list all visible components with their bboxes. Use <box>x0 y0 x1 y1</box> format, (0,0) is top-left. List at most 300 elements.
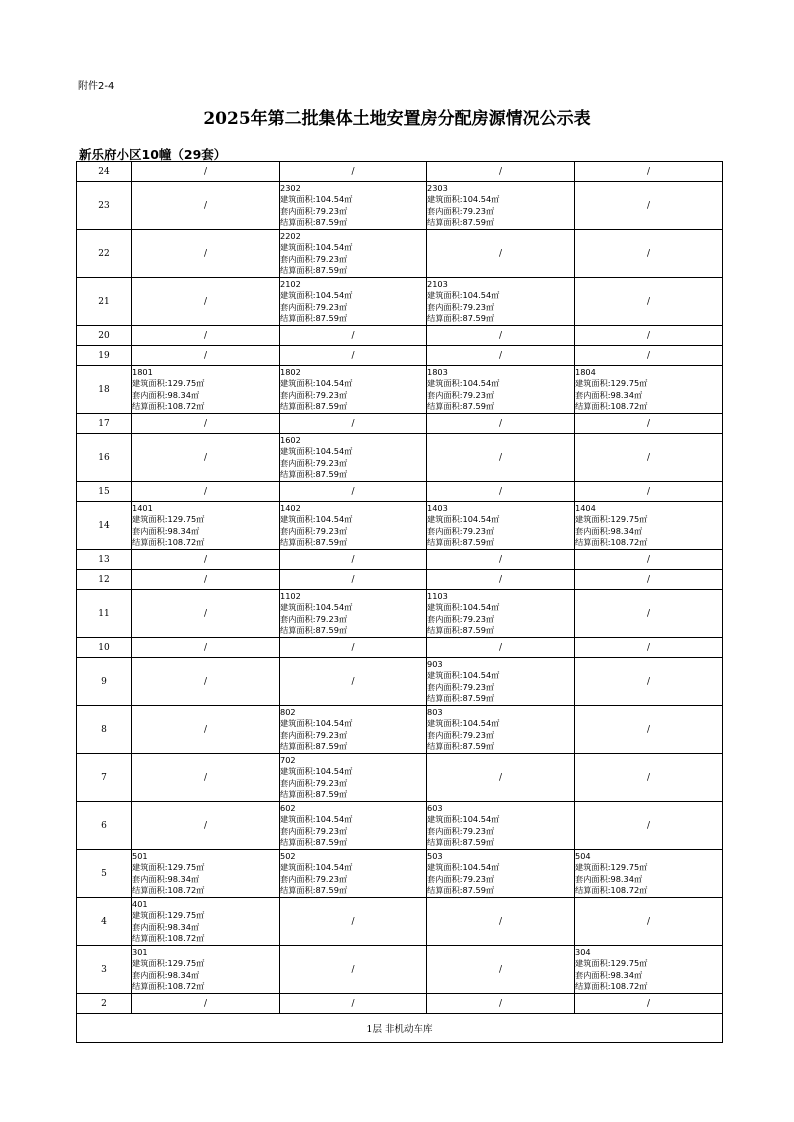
construction-area-value: 104.54㎡ <box>315 514 353 525</box>
floor-row <box>77 946 723 994</box>
construction-area-label: 建筑面积: <box>427 814 463 825</box>
floor-row <box>77 162 723 182</box>
inner-area-label: 套内面积: <box>132 389 168 400</box>
settlement-area-line <box>132 885 279 896</box>
inner-area-value: 79.23㎡ <box>315 873 348 884</box>
settlement-area-line <box>427 313 574 324</box>
inner-area-label: 套内面积: <box>427 681 463 692</box>
construction-area-label: 建筑面积: <box>280 718 316 729</box>
settlement-area-line <box>427 401 574 412</box>
settlement-area-line <box>575 401 722 412</box>
empty-cell: / <box>427 326 575 346</box>
construction-area-line <box>280 814 426 825</box>
empty-cell: / <box>280 946 427 994</box>
construction-area-line <box>427 378 574 389</box>
empty-cell: / <box>280 326 427 346</box>
floor-number: 17 <box>77 414 132 434</box>
settlement-area-value: 87.59㎡ <box>315 312 348 323</box>
inner-area-value: 98.34㎡ <box>610 969 643 980</box>
room-number: 2102 <box>280 278 301 289</box>
inner-area-line <box>132 922 279 933</box>
construction-area-line <box>280 242 426 253</box>
floor-number: 23 <box>77 182 132 230</box>
settlement-area-value: 87.59㎡ <box>315 788 348 799</box>
empty-cell: / <box>132 230 280 278</box>
construction-area-value: 104.54㎡ <box>462 862 500 873</box>
construction-area-line <box>280 378 426 389</box>
empty-cell: / <box>132 802 280 850</box>
empty-cell: / <box>132 482 280 502</box>
settlement-area-line <box>575 981 722 992</box>
table-body <box>77 162 723 1043</box>
empty-cell: / <box>575 658 723 706</box>
floor-number: 7 <box>77 754 132 802</box>
construction-area-line <box>575 862 722 873</box>
unit-cell <box>427 366 575 414</box>
empty-cell: / <box>132 658 280 706</box>
empty-cell: / <box>132 434 280 482</box>
settlement-area-line <box>280 469 426 480</box>
settlement-area-line <box>280 537 426 548</box>
room-number: 603 <box>427 802 443 813</box>
building-label: 新乐府小区10幢（29套） <box>79 147 227 162</box>
inner-area-label: 套内面积: <box>427 873 463 884</box>
inner-area-label: 套内面积: <box>575 525 611 536</box>
settlement-area-value: 87.59㎡ <box>315 836 348 847</box>
unit-cell <box>427 658 575 706</box>
inner-area-line <box>280 778 426 789</box>
construction-area-label: 建筑面积: <box>427 602 463 613</box>
floor-row <box>77 434 723 482</box>
inner-area-line <box>427 302 574 313</box>
floor-number: 15 <box>77 482 132 502</box>
empty-cell: / <box>132 570 280 590</box>
inner-area-label: 套内面积: <box>280 525 316 536</box>
empty-cell: / <box>575 162 723 182</box>
room-number: 301 <box>132 946 148 957</box>
room-number: 2103 <box>427 278 448 289</box>
construction-area-value: 104.54㎡ <box>315 718 353 729</box>
inner-area-value: 79.23㎡ <box>315 613 348 624</box>
room-number: 502 <box>280 850 296 861</box>
construction-area-value: 104.54㎡ <box>315 766 353 777</box>
floor-row <box>77 230 723 278</box>
inner-area-label: 套内面积: <box>427 825 463 836</box>
unit-cell <box>280 278 427 326</box>
empty-cell: / <box>575 590 723 638</box>
floor-row <box>77 898 723 946</box>
empty-cell: / <box>427 898 575 946</box>
inner-area-value: 79.23㎡ <box>315 729 348 740</box>
settlement-area-label: 结算面积: <box>575 884 611 895</box>
empty-cell: / <box>427 482 575 502</box>
empty-cell: / <box>427 994 575 1014</box>
floor-row <box>77 590 723 638</box>
floor-number: 5 <box>77 850 132 898</box>
construction-area-value: 129.75㎡ <box>167 378 205 389</box>
inner-area-line <box>280 826 426 837</box>
floor-row <box>77 802 723 850</box>
settlement-area-label: 结算面积: <box>280 624 316 635</box>
construction-area-line <box>427 862 574 873</box>
floor-row <box>77 550 723 570</box>
settlement-area-line <box>427 837 574 848</box>
construction-area-label: 建筑面积: <box>575 378 611 389</box>
floor-row <box>77 346 723 366</box>
construction-area-label: 建筑面积: <box>575 958 611 969</box>
construction-area-label: 建筑面积: <box>427 290 463 301</box>
inner-area-value: 98.34㎡ <box>167 389 200 400</box>
floor-number: 21 <box>77 278 132 326</box>
settlement-area-line <box>427 217 574 228</box>
unit-cell <box>132 502 280 550</box>
floor-number: 12 <box>77 570 132 590</box>
inner-area-line <box>427 206 574 217</box>
construction-area-value: 104.54㎡ <box>315 602 353 613</box>
empty-cell: / <box>132 414 280 434</box>
construction-area-value: 104.54㎡ <box>315 862 353 873</box>
construction-area-value: 104.54㎡ <box>315 290 353 301</box>
unit-cell <box>132 366 280 414</box>
construction-area-line <box>132 910 279 921</box>
settlement-area-value: 87.59㎡ <box>315 740 348 751</box>
page-title: 2025年第二批集体土地安置房分配房源情况公示表 <box>203 109 591 129</box>
settlement-area-line <box>280 885 426 896</box>
settlement-area-value: 87.59㎡ <box>462 536 495 547</box>
settlement-area-value: 87.59㎡ <box>315 536 348 547</box>
construction-area-line <box>427 602 574 613</box>
construction-area-line <box>280 718 426 729</box>
floor-row <box>77 278 723 326</box>
construction-area-line <box>427 814 574 825</box>
construction-area-line <box>280 766 426 777</box>
inner-area-value: 79.23㎡ <box>462 301 495 312</box>
empty-cell: / <box>575 706 723 754</box>
inner-area-value: 79.23㎡ <box>462 873 495 884</box>
construction-area-line <box>132 514 279 525</box>
inner-area-value: 98.34㎡ <box>167 873 200 884</box>
unit-cell <box>575 946 723 994</box>
construction-area-label: 建筑面积: <box>132 910 168 921</box>
settlement-area-value: 87.59㎡ <box>315 216 348 227</box>
room-number: 1804 <box>575 366 596 377</box>
empty-cell: / <box>132 754 280 802</box>
ground-floor-note: 1层 非机动车库 <box>77 1014 723 1043</box>
settlement-area-line <box>427 625 574 636</box>
construction-area-label: 建筑面积: <box>280 514 316 525</box>
settlement-area-label: 结算面积: <box>132 536 168 547</box>
inner-area-label: 套内面积: <box>427 205 463 216</box>
inner-area-line <box>280 458 426 469</box>
empty-cell: / <box>575 898 723 946</box>
construction-area-value: 129.75㎡ <box>167 958 205 969</box>
construction-area-line <box>280 290 426 301</box>
room-number: 501 <box>132 850 148 861</box>
inner-area-line <box>280 730 426 741</box>
floor-number: 3 <box>77 946 132 994</box>
empty-cell: / <box>427 638 575 658</box>
inner-area-label: 套内面积: <box>575 389 611 400</box>
room-number: 504 <box>575 850 591 861</box>
empty-cell: / <box>575 326 723 346</box>
floor-number: 11 <box>77 590 132 638</box>
settlement-area-label: 结算面积: <box>132 980 168 991</box>
settlement-area-label: 结算面积: <box>132 400 168 411</box>
unit-cell <box>427 802 575 850</box>
empty-cell: / <box>427 230 575 278</box>
settlement-area-label: 结算面积: <box>280 788 316 799</box>
room-number: 304 <box>575 946 591 957</box>
construction-area-line <box>427 718 574 729</box>
room-number: 1801 <box>132 366 153 377</box>
empty-cell: / <box>132 638 280 658</box>
construction-area-label: 建筑面积: <box>575 514 611 525</box>
construction-area-line <box>280 602 426 613</box>
inner-area-line <box>427 526 574 537</box>
inner-area-line <box>132 526 279 537</box>
room-number: 602 <box>280 802 296 813</box>
inner-area-value: 79.23㎡ <box>462 681 495 692</box>
unit-cell <box>280 182 427 230</box>
inner-area-value: 98.34㎡ <box>167 969 200 980</box>
empty-cell: / <box>427 434 575 482</box>
settlement-area-label: 结算面积: <box>280 884 316 895</box>
settlement-area-value: 87.59㎡ <box>462 216 495 227</box>
construction-area-value: 104.54㎡ <box>315 378 353 389</box>
settlement-area-label: 结算面积: <box>427 624 463 635</box>
room-number: 1402 <box>280 502 301 513</box>
settlement-area-value: 87.59㎡ <box>462 836 495 847</box>
floor-row <box>77 570 723 590</box>
construction-area-value: 104.54㎡ <box>462 378 500 389</box>
floor-row <box>77 994 723 1014</box>
inner-area-label: 套内面积: <box>132 921 168 932</box>
construction-area-value: 104.54㎡ <box>462 814 500 825</box>
inner-area-line <box>280 390 426 401</box>
settlement-area-line <box>427 537 574 548</box>
settlement-area-label: 结算面积: <box>427 740 463 751</box>
inner-area-value: 79.23㎡ <box>462 729 495 740</box>
inner-area-value: 79.23㎡ <box>315 389 348 400</box>
floor-number: 10 <box>77 638 132 658</box>
empty-cell: / <box>575 638 723 658</box>
inner-area-label: 套内面积: <box>280 389 316 400</box>
room-number: 1103 <box>427 590 448 601</box>
inner-area-line <box>280 874 426 885</box>
settlement-area-line <box>280 789 426 800</box>
construction-area-label: 建筑面积: <box>427 378 463 389</box>
empty-cell: / <box>575 346 723 366</box>
room-number: 2303 <box>427 182 448 193</box>
settlement-area-line <box>427 741 574 752</box>
inner-area-label: 套内面积: <box>575 969 611 980</box>
empty-cell: / <box>132 346 280 366</box>
room-number: 1803 <box>427 366 448 377</box>
empty-cell: / <box>575 414 723 434</box>
settlement-area-value: 87.59㎡ <box>315 624 348 635</box>
floor-number: 8 <box>77 706 132 754</box>
settlement-area-line <box>132 401 279 412</box>
empty-cell: / <box>427 162 575 182</box>
construction-area-line <box>575 378 722 389</box>
settlement-area-label: 结算面积: <box>427 836 463 847</box>
settlement-area-label: 结算面积: <box>280 836 316 847</box>
floor-row <box>77 182 723 230</box>
settlement-area-value: 108.72㎡ <box>167 932 205 943</box>
construction-area-value: 129.75㎡ <box>610 514 648 525</box>
settlement-area-value: 87.59㎡ <box>315 400 348 411</box>
settlement-area-label: 结算面积: <box>575 400 611 411</box>
unit-cell <box>575 502 723 550</box>
inner-area-label: 套内面积: <box>427 525 463 536</box>
inner-area-value: 79.23㎡ <box>462 389 495 400</box>
floor-number: 24 <box>77 162 132 182</box>
empty-cell: / <box>575 230 723 278</box>
room-number: 1401 <box>132 502 153 513</box>
settlement-area-value: 87.59㎡ <box>462 692 495 703</box>
construction-area-line <box>575 958 722 969</box>
inner-area-line <box>575 970 722 981</box>
inner-area-line <box>280 254 426 265</box>
construction-area-value: 104.54㎡ <box>315 814 353 825</box>
empty-cell: / <box>427 754 575 802</box>
settlement-area-label: 结算面积: <box>427 400 463 411</box>
construction-area-value: 104.54㎡ <box>462 602 500 613</box>
unit-cell <box>427 706 575 754</box>
settlement-area-value: 87.59㎡ <box>462 312 495 323</box>
settlement-area-label: 结算面积: <box>575 536 611 547</box>
settlement-area-label: 结算面积: <box>280 740 316 751</box>
inner-area-value: 79.23㎡ <box>315 301 348 312</box>
construction-area-value: 104.54㎡ <box>462 194 500 205</box>
empty-cell: / <box>280 898 427 946</box>
settlement-area-line <box>427 885 574 896</box>
empty-cell: / <box>575 550 723 570</box>
construction-area-line <box>132 862 279 873</box>
room-number: 2302 <box>280 182 301 193</box>
construction-area-value: 129.75㎡ <box>610 378 648 389</box>
inner-area-line <box>280 302 426 313</box>
settlement-area-label: 结算面积: <box>575 980 611 991</box>
unit-cell <box>132 850 280 898</box>
settlement-area-line <box>427 693 574 704</box>
floor-row <box>77 706 723 754</box>
empty-cell: / <box>132 162 280 182</box>
inner-area-line <box>132 390 279 401</box>
inner-area-line <box>575 390 722 401</box>
inner-area-label: 套内面积: <box>427 729 463 740</box>
settlement-area-label: 结算面积: <box>280 400 316 411</box>
construction-area-value: 129.75㎡ <box>610 958 648 969</box>
settlement-area-label: 结算面积: <box>280 312 316 323</box>
empty-cell: / <box>575 570 723 590</box>
construction-area-line <box>280 862 426 873</box>
construction-area-label: 建筑面积: <box>280 290 316 301</box>
settlement-area-value: 87.59㎡ <box>462 624 495 635</box>
inner-area-label: 套内面积: <box>280 205 316 216</box>
settlement-area-value: 108.72㎡ <box>610 884 648 895</box>
empty-cell: / <box>575 278 723 326</box>
unit-cell <box>427 590 575 638</box>
settlement-area-line <box>280 217 426 228</box>
empty-cell: / <box>280 994 427 1014</box>
inner-area-line <box>132 970 279 981</box>
inner-area-value: 79.23㎡ <box>462 525 495 536</box>
settlement-area-line <box>280 401 426 412</box>
construction-area-label: 建筑面积: <box>280 378 316 389</box>
settlement-area-value: 108.72㎡ <box>610 536 648 547</box>
settlement-area-value: 108.72㎡ <box>610 400 648 411</box>
inner-area-label: 套内面积: <box>280 301 316 312</box>
construction-area-value: 104.54㎡ <box>462 290 500 301</box>
floor-number: 9 <box>77 658 132 706</box>
empty-cell: / <box>427 414 575 434</box>
empty-cell: / <box>427 550 575 570</box>
construction-area-label: 建筑面积: <box>132 958 168 969</box>
construction-area-label: 建筑面积: <box>280 602 316 613</box>
settlement-area-label: 结算面积: <box>132 884 168 895</box>
inner-area-line <box>427 614 574 625</box>
room-number: 2202 <box>280 230 301 241</box>
settlement-area-line <box>132 933 279 944</box>
empty-cell: / <box>575 754 723 802</box>
settlement-area-line <box>280 837 426 848</box>
construction-area-label: 建筑面积: <box>427 862 463 873</box>
settlement-area-label: 结算面积: <box>280 264 316 275</box>
settlement-area-value: 87.59㎡ <box>462 400 495 411</box>
settlement-area-line <box>575 537 722 548</box>
inner-area-line <box>575 526 722 537</box>
unit-cell <box>132 898 280 946</box>
construction-area-label: 建筑面积: <box>132 862 168 873</box>
inner-area-line <box>427 874 574 885</box>
inner-area-label: 套内面积: <box>280 729 316 740</box>
inner-area-line <box>280 614 426 625</box>
inner-area-value: 79.23㎡ <box>315 253 348 264</box>
construction-area-label: 建筑面积: <box>280 766 316 777</box>
settlement-area-label: 结算面积: <box>427 312 463 323</box>
unit-cell <box>575 850 723 898</box>
inner-area-value: 79.23㎡ <box>315 825 348 836</box>
inner-area-line <box>427 682 574 693</box>
inner-area-label: 套内面积: <box>132 969 168 980</box>
empty-cell: / <box>132 706 280 754</box>
settlement-area-label: 结算面积: <box>427 536 463 547</box>
inner-area-value: 98.34㎡ <box>610 389 643 400</box>
construction-area-line <box>427 514 574 525</box>
empty-cell: / <box>575 802 723 850</box>
inner-area-label: 套内面积: <box>427 389 463 400</box>
empty-cell: / <box>132 278 280 326</box>
construction-area-label: 建筑面积: <box>280 862 316 873</box>
attachment-label: 附件2-4 <box>78 81 115 92</box>
empty-cell: / <box>427 346 575 366</box>
inner-area-label: 套内面积: <box>132 873 168 884</box>
construction-area-line <box>427 290 574 301</box>
room-number: 802 <box>280 706 296 717</box>
settlement-area-label: 结算面积: <box>280 468 316 479</box>
floor-number: 20 <box>77 326 132 346</box>
construction-area-label: 建筑面积: <box>280 194 316 205</box>
construction-area-line <box>280 194 426 205</box>
floor-number: 22 <box>77 230 132 278</box>
inner-area-label: 套内面积: <box>280 873 316 884</box>
settlement-area-line <box>280 625 426 636</box>
settlement-area-line <box>575 885 722 896</box>
settlement-area-line <box>280 265 426 276</box>
empty-cell: / <box>280 346 427 366</box>
empty-cell: / <box>132 326 280 346</box>
